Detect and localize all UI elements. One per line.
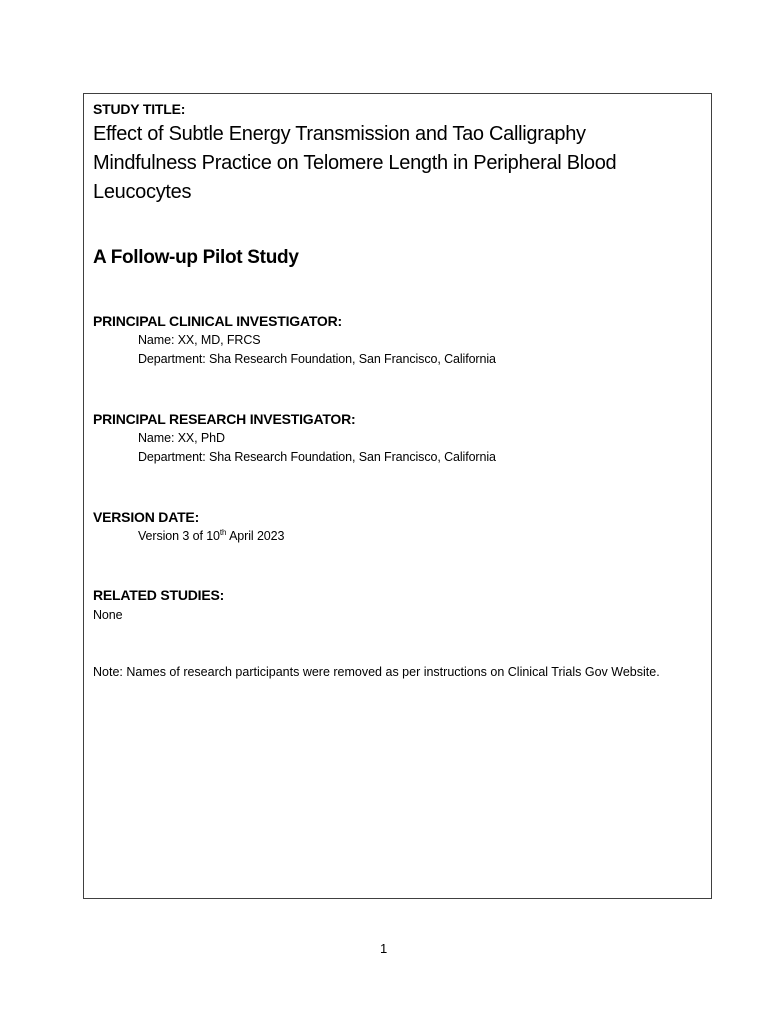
research-investigator-department: Department: Sha Research Foundation, San Francisco, California [138, 450, 496, 464]
version-date-value [138, 529, 284, 543]
version-date-suffix: April 2023 [226, 529, 285, 543]
study-subtitle: A Follow-up Pilot Study [93, 247, 299, 268]
study-title-label: STUDY TITLE: [93, 101, 186, 117]
cover-frame [83, 93, 712, 899]
clinical-investigator-name: Name: XX, MD, FRCS [138, 333, 261, 347]
study-title-line-3: Leucocytes [93, 181, 192, 203]
study-title-line-2: Mindfulness Practice on Telomere Length in Peripheral Blood [93, 152, 617, 174]
version-date-label: VERSION DATE: [93, 509, 200, 525]
clinical-investigator-department: Department: Sha Research Foundation, San Francisco, California [138, 352, 496, 366]
related-studies-label: RELATED STUDIES: [93, 587, 225, 603]
related-studies-value: None [93, 608, 123, 622]
version-date-superscript: th [219, 527, 227, 537]
page-number: 1 [380, 941, 388, 956]
study-title-line-1: Effect of Subtle Energy Transmission and Tao Calligraphy [93, 123, 586, 145]
research-investigator-label: PRINCIPAL RESEARCH INVESTIGATOR: [93, 411, 356, 427]
version-date-prefix: Version 3 of 10 [138, 529, 220, 543]
research-investigator-name: Name: XX, PhD [138, 431, 225, 445]
clinical-investigator-label: PRINCIPAL CLINICAL INVESTIGATOR: [93, 313, 342, 329]
removal-note: Note: Names of research participants were removed as per instructions on Clinical Trials Gov Website. [93, 665, 660, 679]
